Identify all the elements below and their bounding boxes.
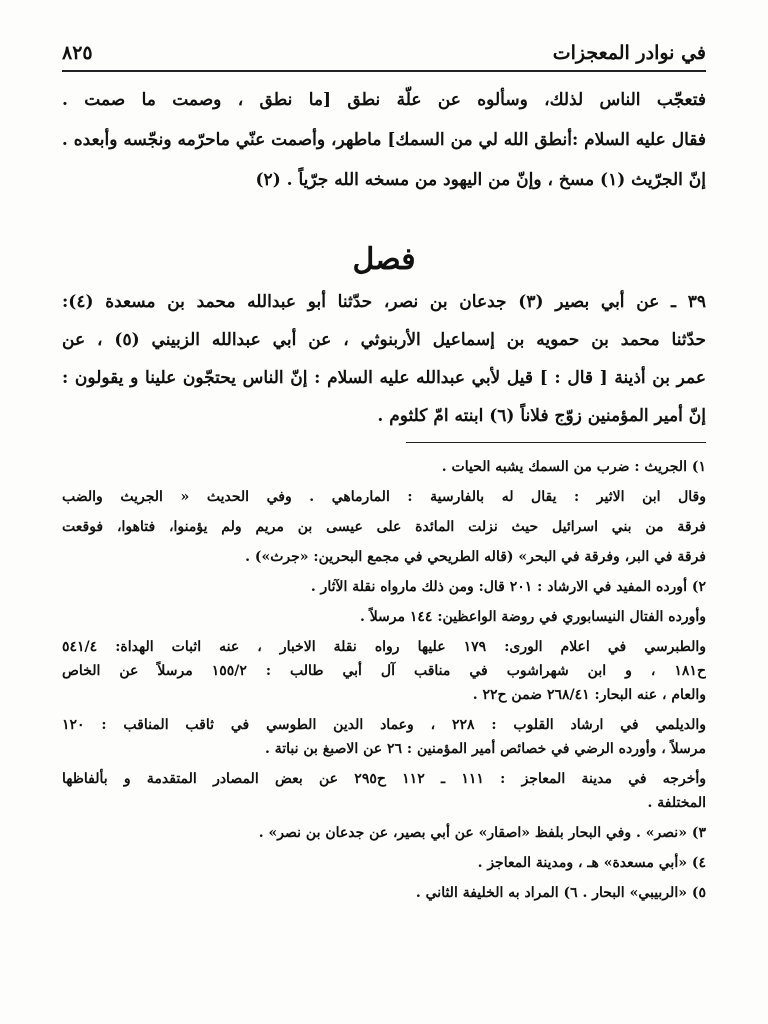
hadith-line: ٣٩ ـ عن أبي بصير (٣) جدعان بن نصر، حدّثنا أبو عبدالله محمد بن مسعدة (٤): <box>62 292 706 312</box>
footnote-line: ٤) «أبي مسعدة» هـ ، ومدينة المعاجز . <box>477 855 706 871</box>
footnote-line: مرسلاً ، وأورده الرضي في خصائص أمير المؤمنين : ٢٦ عن الاصبغ بن نباتة . <box>264 741 706 757</box>
intro-paragraph <box>62 86 706 194</box>
footnote-line: ١) الجريث : ضرب من السمك يشبه الحيات . <box>441 459 706 475</box>
running-head <box>62 30 706 72</box>
footnote-line: فرقة من بني اسرائيل حيث نزلت المائدة على عيسى بن مريم ولم يؤمنوا، فتاهوا، فوقعت <box>62 519 706 535</box>
footnote-line: ٢) أورده المفيد في الارشاد : ٢٠١ قال: ومن ذلك مارواه نقلة الآثار . <box>310 579 706 595</box>
hadith-paragraph <box>62 288 706 440</box>
footnote-line: ح١٨١ ، و ابن شهراشوب في مناقب آل أبي طالب : ١٥٥/٢ مرسلاً عن الخاص <box>62 663 706 679</box>
footnote-line: والطبرسي في اعلام الورى: ١٧٩ عليها رواه نقلة الاخبار ، عنه اثبات الهداة: ٥٤١/٤ <box>62 639 706 655</box>
footnote-line: المختلفة . <box>647 795 706 811</box>
hadith-line: إنّ أمير المؤمنين زوّج فلاناً (٦) ابنته امّ كلثوم . <box>377 406 706 426</box>
footnote-line: فرقة في البر، وفرقة في البحر» (قاله الطريحي في مجمع البحرين: «جرث») . <box>245 549 706 565</box>
section-heading: فصل <box>352 242 416 277</box>
running-title: في نوادر المعجزات <box>552 42 706 64</box>
footnote-line: والعام ، عنه البحار: ٢٦٨/٤١ ضمن ح٢٢ . <box>472 687 706 703</box>
hadith-line: عمر بن أذينة [ قال : ] قيل لأبي عبدالله عليه السلام : إنّ الناس يحتجّون علينا و يقولون : <box>62 368 706 388</box>
footnote-divider <box>406 442 706 443</box>
footnote-line: والديلمي في ارشاد القلوب : ٢٢٨ ، وعماد الدين الطوسي في ثاقب المناقب : ١٢٠ <box>62 717 706 733</box>
footnote-line: وقال ابن الاثير : يقال له بالفارسية : المارماهي . وفي الحديث « الجريث والضب <box>62 489 706 505</box>
page-number: ٨٢٥ <box>62 42 93 64</box>
intro-line: إنّ الجرّيث (١) مسخ ، وإنّ من اليهود من مسخه الله جرّياً . (٢) <box>255 170 706 190</box>
intro-line: فتعجّب الناس لذلك، وسألوه عن علّة نطق [ما نطق ، وصمت ما صمت . <box>62 90 706 110</box>
intro-line: فقال عليه السلام :أنطق الله لي من السمك] ماطهر، وأصمت عنّي ماحرّمه ونجّسه وأبعده . <box>62 130 706 150</box>
footnote-line: وأخرجه في مدينة المعاجز : ١١١ ـ ١١٢ ح٢٩٥ عن بعض المصادر المتقدمة و بألفاظها <box>62 771 706 787</box>
footnotes <box>62 456 706 912</box>
footnote-line: ٣) «نصر» . وفي البحار بلفظ «اصقار» عن أبي بصير، عن جدعان بن نصر» . <box>258 825 706 841</box>
footnote-line: وأورده الفتال النيسابوري في روضة الواعظين: ١٤٤ مرسلاً . <box>359 609 706 625</box>
hadith-line: حدّثنا محمد بن حمويه بن إسماعيل الأربنوثي ، عن أبي عبدالله الزبيني (٥) ، عن <box>62 330 706 350</box>
footnote-line: ٥) «الربيبي» البحار . ٦) المراد به الخليفة الثاني . <box>415 885 706 901</box>
